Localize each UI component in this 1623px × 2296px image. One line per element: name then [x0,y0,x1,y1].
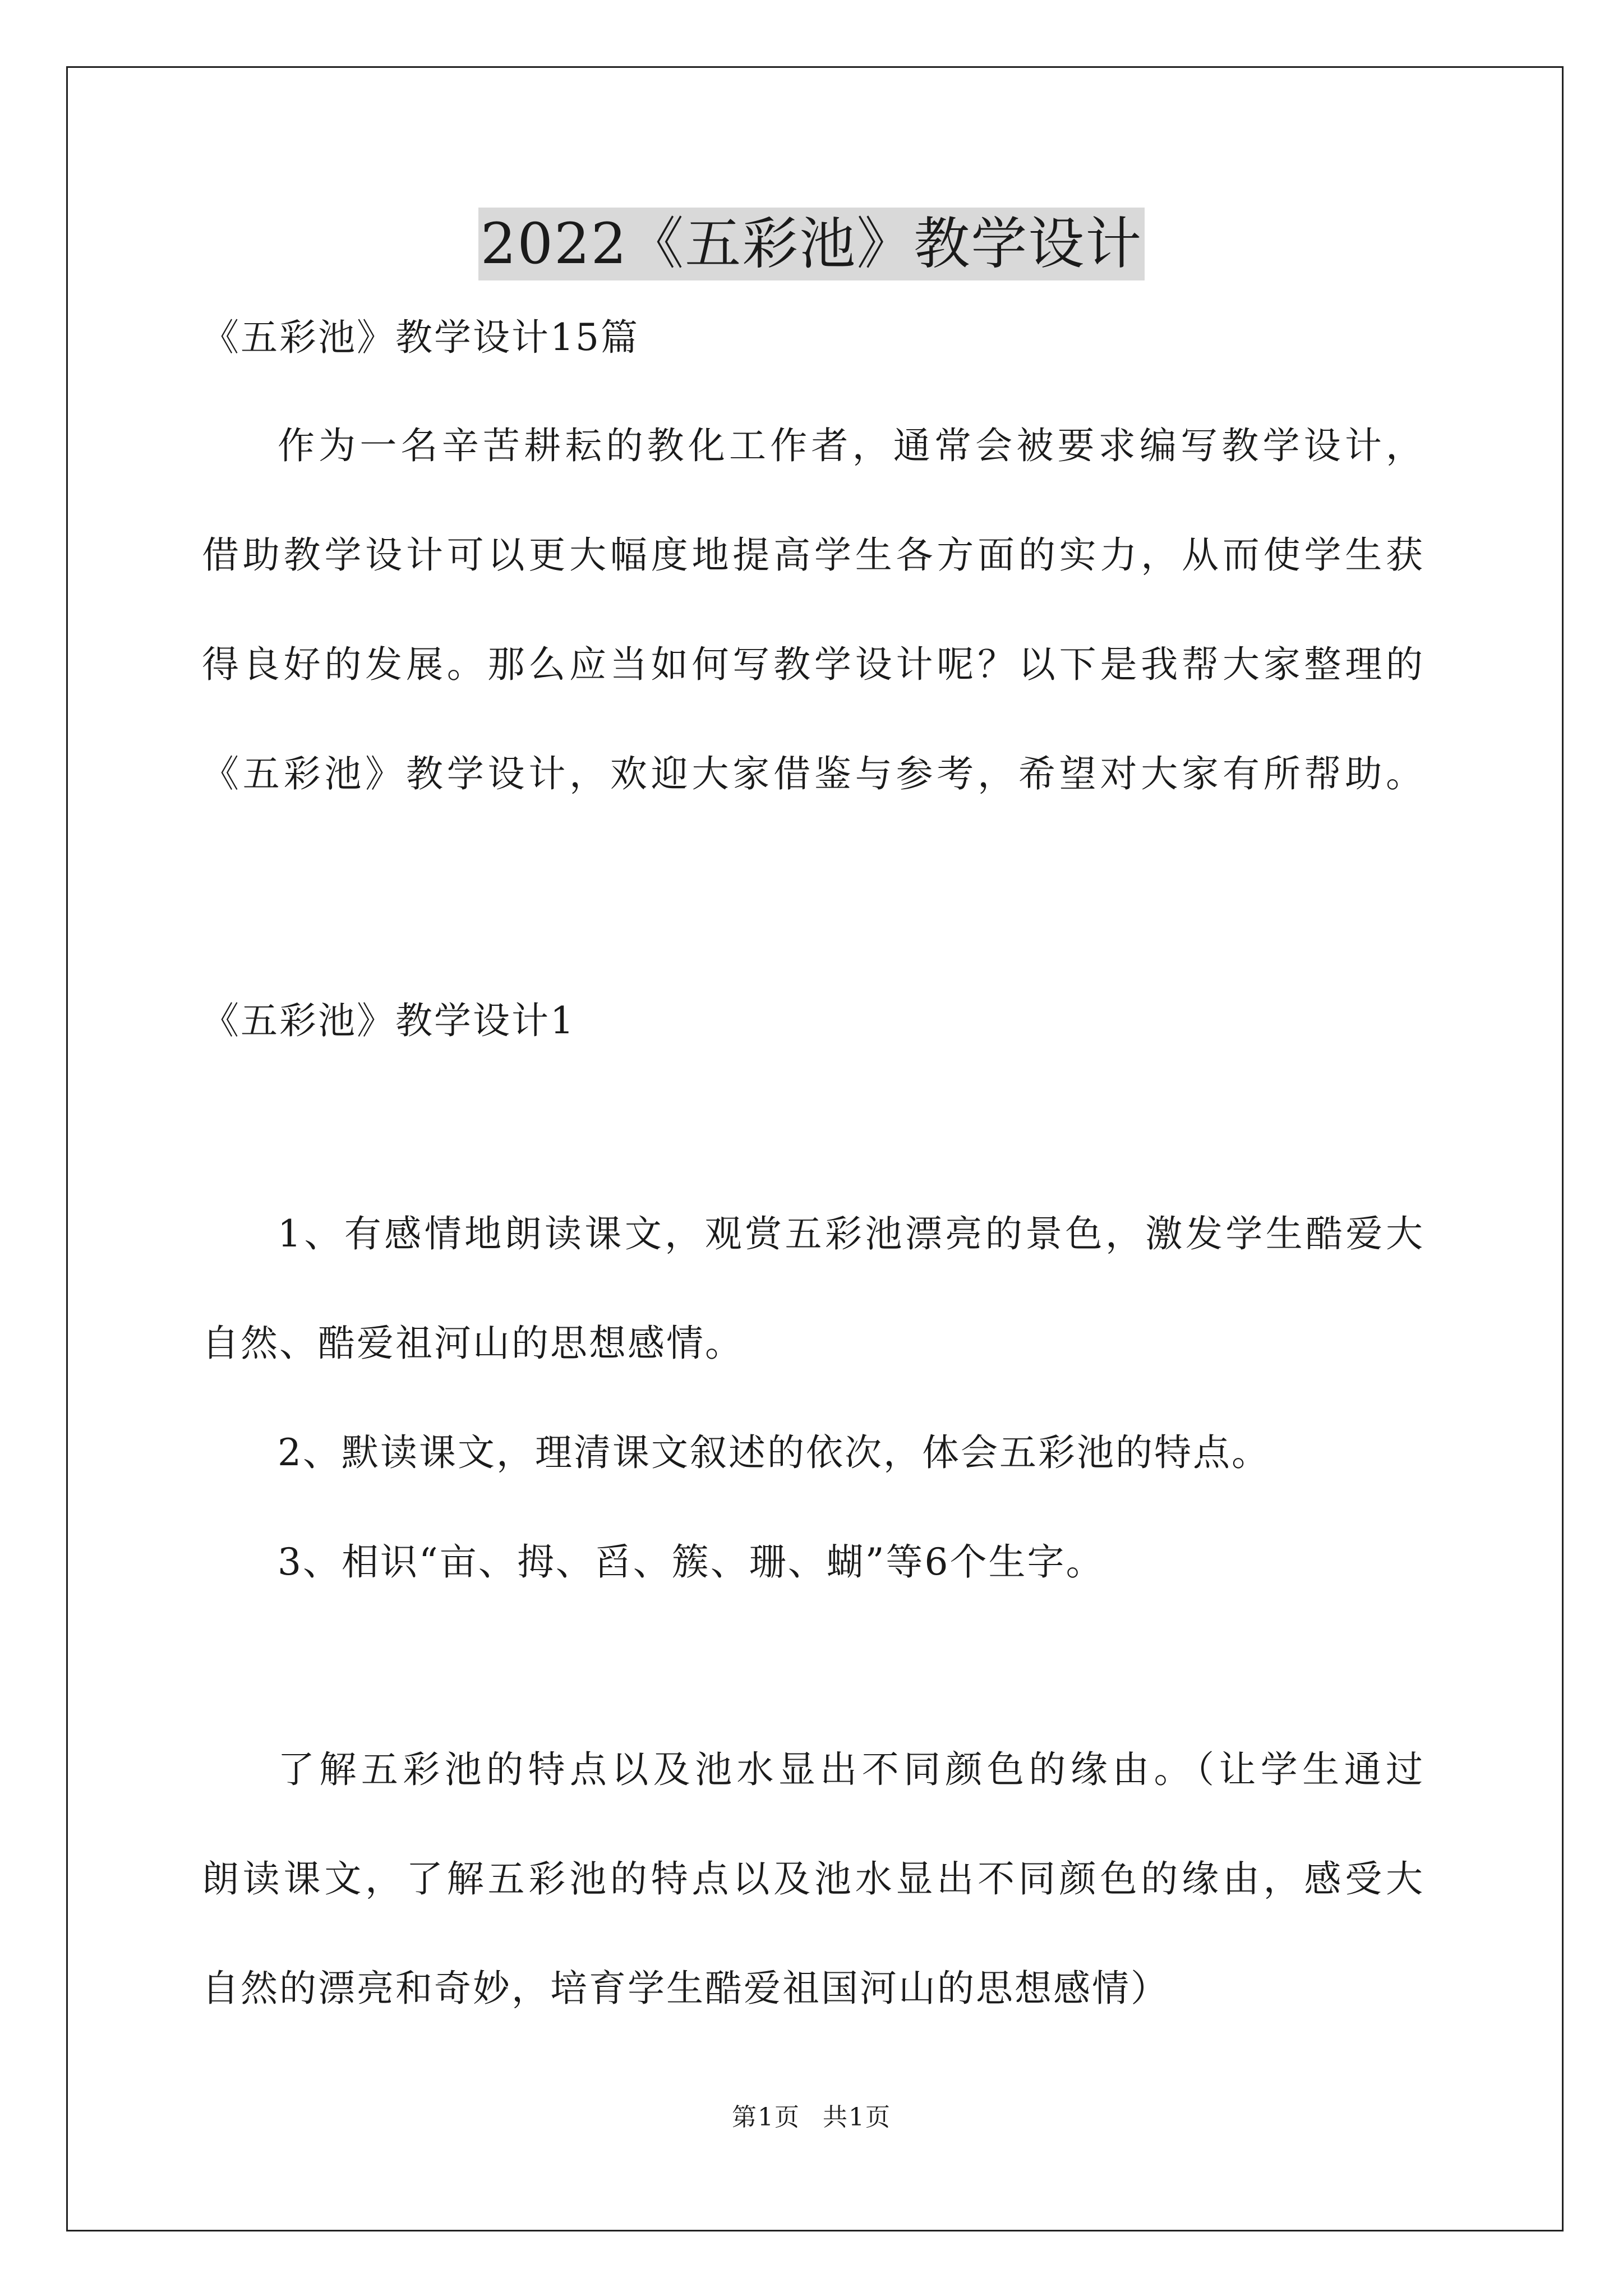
intro-line-4: 《五彩池》教学设计，欢迎大家借鉴与参考，希望对大家有所帮助。 [202,752,1424,795]
intro-line-3: 得良好的发展。那么应当如何写教学设计呢？以下是我帮大家整理的 [202,643,1424,686]
focus-line-2: 朗读课文，了解五彩池的特点以及池水显出不同颜色的缘由，感受大 [202,1857,1424,1901]
focus-line-3: 自然的漂亮和奇妙，培育学生酷爱祖国河山的思想感情） [202,1967,1169,2010]
page-footer [0,2101,1623,2134]
objective-line-4: 3、相识“亩、拇、舀、簇、珊、蝴”等6个生字。 [278,1540,1105,1584]
document-subtitle: 《五彩池》教学设计15篇 [202,316,639,359]
objective-line-1: 1、有感情地朗读课文，观赏五彩池漂亮的景色，激发学生酷爱大 [278,1212,1424,1255]
intro-line-2: 借助教学设计可以更大幅度地提高学生各方面的实力，从而使学生获 [202,533,1424,577]
focus-line-1: 了解五彩池的特点以及池水显出不同颜色的缘由。（让学生通过 [278,1748,1424,1791]
page-number: 第1页 [732,2103,800,2132]
objective-line-2: 自然、酷爱祖河山的思想感情。 [202,1322,744,1365]
document-title: 2022《五彩池》教学设计 [478,208,1145,280]
title-container [0,208,1623,280]
page-total: 共1页 [823,2103,891,2132]
page-border [66,66,1564,2231]
intro-line-1: 作为一名辛苦耕耘的教化工作者，通常会被要求编写教学设计， [278,424,1424,467]
objective-line-3: 2、默读课文，理清课文叙述的依次，体会五彩池的特点。 [278,1431,1270,1474]
section-heading: 《五彩池》教学设计1 [202,999,575,1042]
